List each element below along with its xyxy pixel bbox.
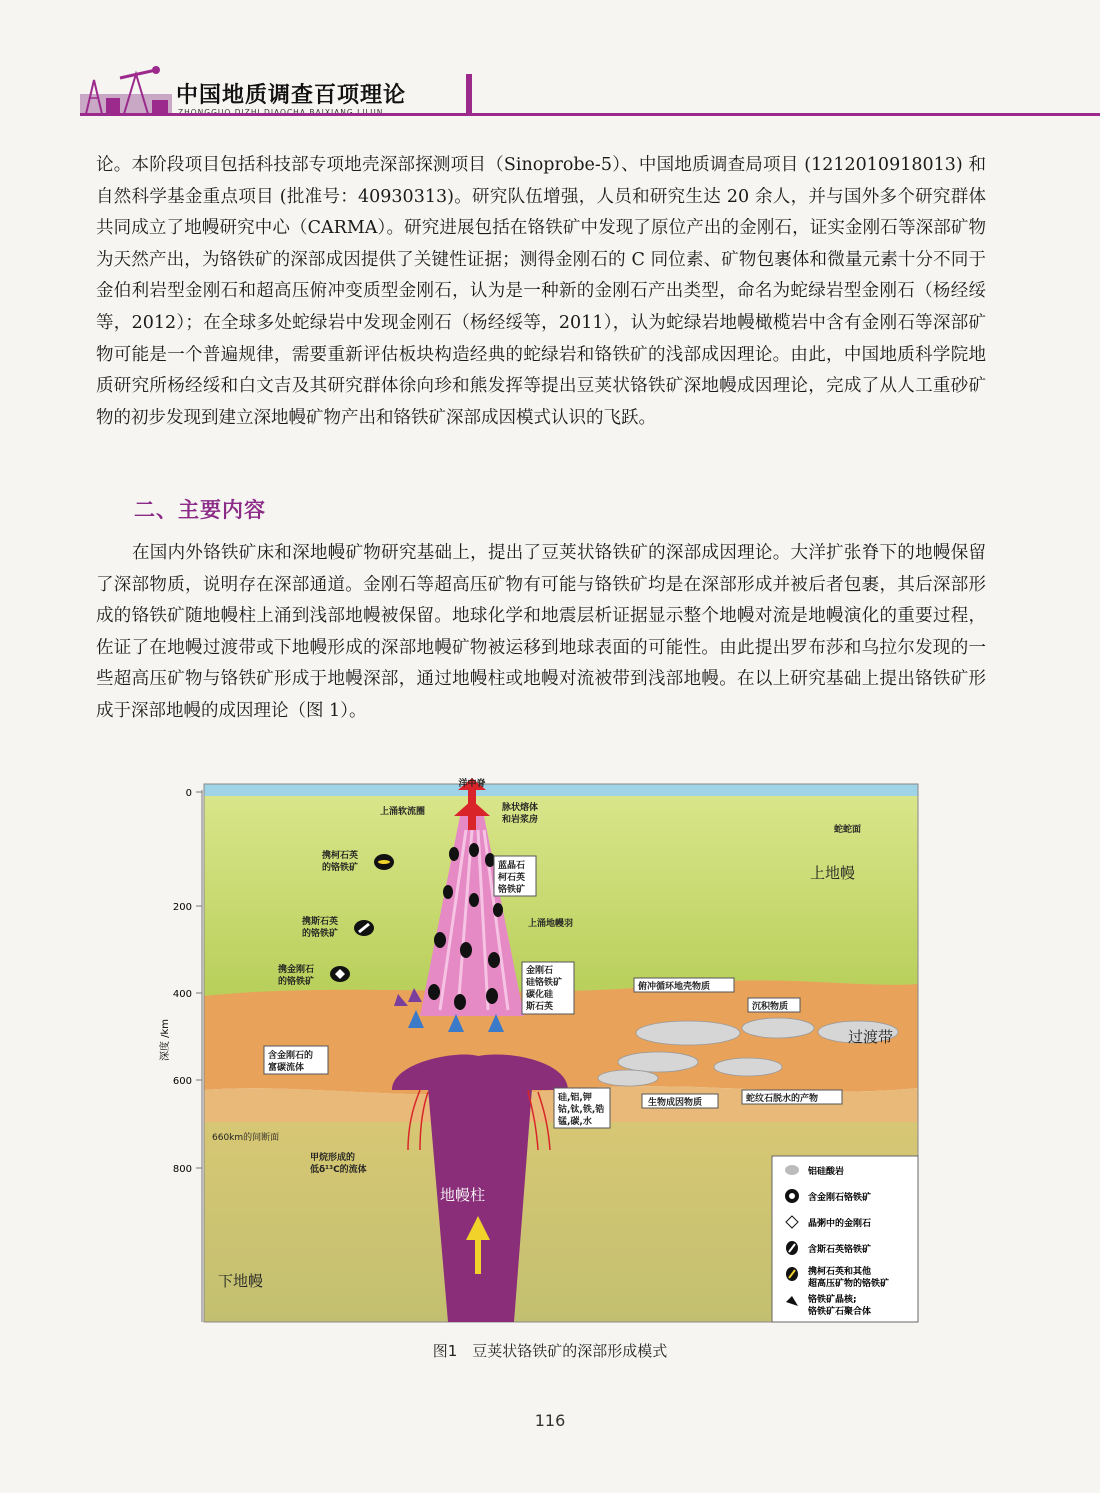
legend-item: 晶粥中的金刚石 bbox=[808, 1219, 872, 1229]
label-c3a: 携金刚石 bbox=[278, 965, 315, 975]
header-rule bbox=[80, 113, 1100, 116]
label-b2b: 硅铬铁矿 bbox=[526, 978, 563, 988]
label-elem-c: 锰,碳,水 bbox=[558, 1117, 592, 1127]
legend-item: 携柯石英和其他 bbox=[808, 1267, 872, 1277]
legend-item: 铬铁矿石聚合体 bbox=[808, 1307, 872, 1317]
label-b2a: 金刚石 bbox=[526, 966, 554, 976]
paragraph-2: 在国内外铬铁矿床和深地幔矿物研究基础上，提出了豆荚状铬铁矿的深部成因理论。大洋扩张脊下的地幔保留了深部物质，说明存在深部通道。金刚石等超高压矿物有可能与铬铁矿均是在深部形成并被后者包裹，其后深部形成的铬铁矿随地幔柱上涌到浅部地幔被保留。地球化学和地震层析证据显示整个地幔对流是地幔演化的重要过程，佐证了在地幔过渡带或下地幔形成的深部地幔矿物被运移到地球表面的可能性。由此提出罗布莎和乌拉尔发现的一些超高压矿物与铬铁矿形成于地幔深部，通过地幔柱或地幔对流被带到浅部地幔。在以上研究基础上提出铬铁矿形成于深部地幔的成因理论（图 1）。 bbox=[96, 543, 986, 721]
label-c2b: 的铬铁矿 bbox=[302, 929, 339, 939]
chromite-model-figure bbox=[158, 770, 928, 1330]
depth-tick: 800 bbox=[172, 1164, 192, 1175]
depth-tick: 200 bbox=[172, 902, 192, 913]
legend-item: 超高压矿物的铬铁矿 bbox=[808, 1279, 890, 1289]
label-melt-1: 脉状熔体 bbox=[502, 803, 539, 813]
paragraph-1: 论。本阶段项目包括科技部专项地壳深部探测项目（Sinoprobe-5）、中国地质调查局项目 (1212010918013) 和自然科学基金重点项目 (批准号：40930313)。研究队伍增强，人员和研究生达 20 余人，并与国外多个研究群体共同成立了地幔研究中心（CARMA）。研究进展包括在铬铁矿中发现了原位产出的金刚石，证实金刚石等深部矿物为天然产出，为铬铁矿的深部成因提供了关键性证据；测得金刚石的 C 同位素、矿物包裹体和微量元素十分不同于金伯利岩型金刚石和超高压俯冲变质型金刚石，认为是一种新的金刚石产出类型，命名为蛇绿岩型金刚石（杨经绥等，2012）；在全球多处蛇绿岩中发现金刚石（杨经绥等，2011），认为蛇绿岩地幔橄榄岩中含有金刚石等深部矿物可能是一个普遍规律，需要重新评估板块构造经典的蛇绿岩和铬铁矿的浅部成因理论。由此，中国地质科学院地质研究所杨经绥和白文吉及其研究群体徐向珍和熊发挥等提出豆荚状铬铁矿深地幔成因理论，完成了从人工重砂矿物的初步发现到建立深地幔矿物产出和铬铁矿深部成因模式认识的飞跃。 bbox=[96, 155, 986, 428]
figure-caption: 图1 豆荚状铬铁矿的深部形成模式 bbox=[432, 1342, 668, 1360]
label-upper-mantle: 上地幔 bbox=[810, 864, 856, 882]
legend-item: 含斯石英铬铁矿 bbox=[808, 1245, 872, 1255]
legend-item: 铬铁矿晶核; bbox=[808, 1295, 857, 1305]
label-b2c: 碳化硅 bbox=[526, 990, 554, 1000]
label-b2d: 斯石英 bbox=[526, 1002, 554, 1012]
label-methane-b: 低δ¹³C的流体 bbox=[310, 1165, 367, 1175]
label-transition: 过渡带 bbox=[848, 1028, 894, 1046]
book-title: 中国地质调查百项理论 bbox=[176, 83, 407, 108]
label-plume: 地幔柱 bbox=[440, 1186, 486, 1204]
section-heading: 二、主要内容 bbox=[134, 498, 266, 522]
legend-item: 含金刚石铬铁矿 bbox=[808, 1193, 872, 1203]
oil-pump-logo-icon bbox=[80, 64, 172, 116]
label-c1a: 携柯石英 bbox=[322, 851, 359, 861]
label-sediment: 沉积物质 bbox=[752, 1002, 789, 1012]
label-c2a: 携斯石英 bbox=[302, 917, 339, 927]
label-recycled: 俯冲循环地壳物质 bbox=[638, 982, 711, 992]
label-b1c: 铬铁矿 bbox=[498, 885, 526, 895]
label-melt-2: 和岩浆房 bbox=[502, 815, 539, 825]
label-lava: 上涌软流圈 bbox=[380, 807, 426, 817]
label-lower-mantle: 下地幔 bbox=[218, 1272, 264, 1290]
label-c1b: 的铬铁矿 bbox=[322, 863, 359, 873]
ocean-layer bbox=[204, 784, 918, 796]
depth-tick: 400 bbox=[172, 989, 192, 1000]
label-methane-a: 甲烷形成的 bbox=[310, 1153, 356, 1163]
label-fluid-a: 含金刚石的 bbox=[268, 1051, 314, 1061]
label-ridge: 洋中脊 bbox=[458, 779, 486, 789]
label-elem-b: 钴,钛,铁,锆 bbox=[558, 1105, 605, 1115]
label-b1b: 柯石英 bbox=[498, 873, 526, 883]
label-660: 660km的间断面 bbox=[212, 1133, 280, 1143]
label-b1a: 蓝晶石 bbox=[498, 861, 526, 871]
label-plume-upwelling: 上涌地幔羽 bbox=[528, 919, 574, 929]
label-c3b: 的铬铁矿 bbox=[278, 977, 315, 987]
header-accent-bar bbox=[466, 74, 472, 116]
label-bio: 生物成因物质 bbox=[648, 1098, 703, 1108]
depth-axis-label: 深度 /km bbox=[160, 1018, 171, 1062]
aluminosilicate-icon bbox=[785, 1165, 799, 1175]
depth-axis bbox=[158, 788, 202, 1322]
depth-tick: 600 bbox=[172, 1076, 192, 1087]
label-serp: 蛇蛇面 bbox=[834, 825, 862, 835]
page-header bbox=[80, 60, 1100, 122]
label-serp-dehyd: 蛇纹石脱水的产物 bbox=[746, 1094, 819, 1104]
depth-tick: 0 bbox=[185, 788, 192, 799]
figure-legend bbox=[772, 1156, 918, 1322]
page-number: 116 bbox=[534, 1411, 566, 1430]
label-fluid-b: 富碳流体 bbox=[268, 1063, 305, 1073]
legend-item: 铝硅酸岩 bbox=[808, 1167, 845, 1177]
label-elem-a: 硅,铝,钾 bbox=[558, 1093, 592, 1103]
